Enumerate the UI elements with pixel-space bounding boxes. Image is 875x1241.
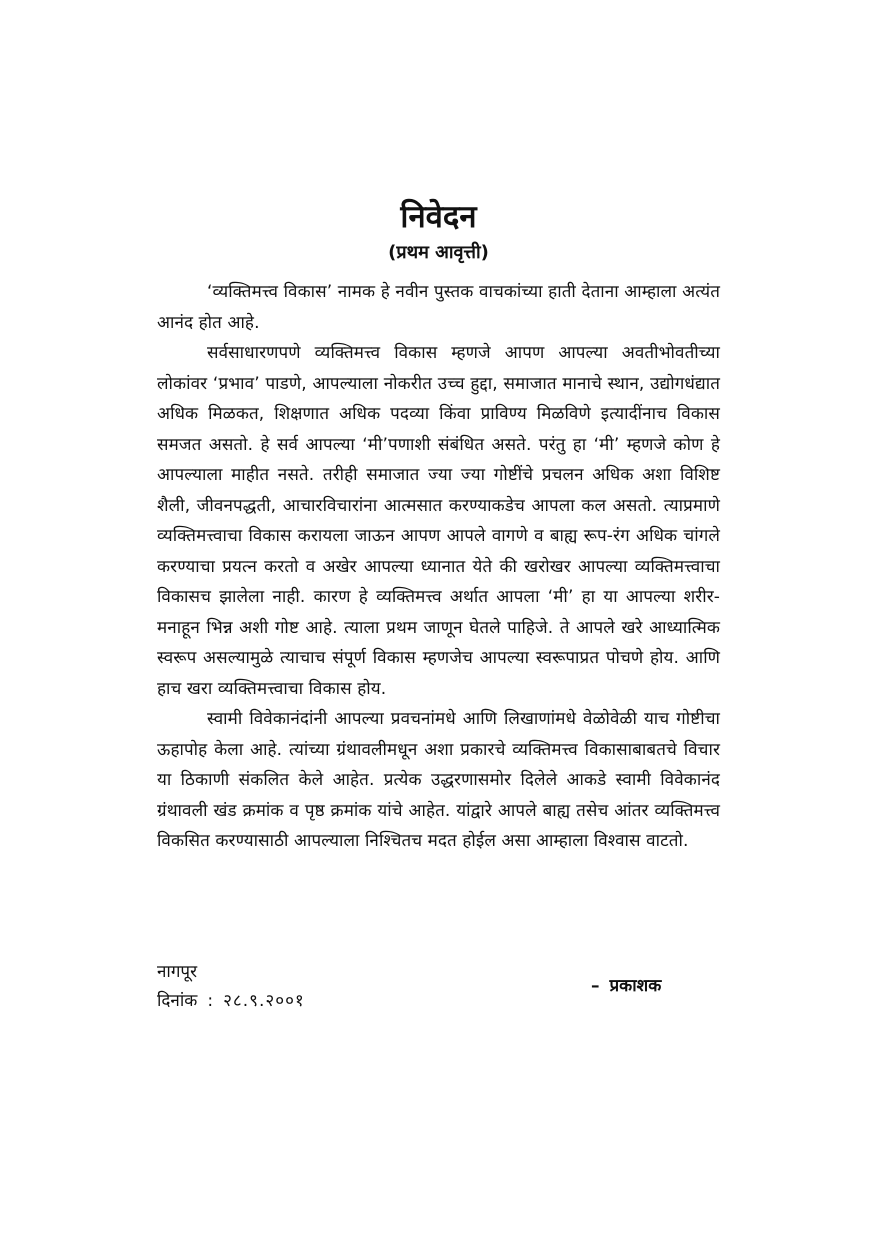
paragraph-body: सर्वसाधारणपणे व्यक्तिमत्त्व विकास म्हणजे आपण आपल्या अवतीभोवतीच्या लोकांवर ‘प्रभाव’ पाडणे, आपल्याला नोकरीत उच्च हुद्दा, समाजात मानाचे स्थान, उद्योगधंद्यात अधिक मिळकत, शिक्षणात अधिक पदव्या किंवा प्राविण्य मिळविणे इत्यादींनाच विकास समजत असतो. हे सर्व आपल्या ‘मी’पणाशी संबंधित असते. परंतु हा ‘मी’ म्हणजे कोण हे आपल्याला माहीत नसते. तरीही समाजात ज्या ज्या गोष्टींचे प्रचलन अधिक अशा विशिष्ट शैली, जीवनपद्धती, आचारविचारांना आत्मसात करण्याकडेच आपला कल असतो. त्याप्रमाणे व्यक्तिमत्त्वाचा विकास करायला जाऊन आपण आपले वागणे व बाह्य रूप-रंग अधिक चांगले करण्याचा प्रयत्न करतो व अखेर आपल्या ध्यानात येते की खरोखर आपल्या व्यक्तिमत्त्वाचा विकासच झालेला नाही. कारण हे व्यक्तिमत्त्व अर्थात आपला ‘मी’ हा या आपल्या शरीर-मनाहून भिन्न अशी गोष्ट आहे. त्याला प्रथम जाणून घेतले पाहिजे. ते आपले खरे आध्यात्मिक स्वरूप असल्यामुळे त्याचाच संपूर्ण विकास म्हणजेच आपल्या स्वरूपाप्रत पोचणे होय. आणि हाच खरा व्यक्तिमत्त्वाचा विकास होय.	[157, 343, 720, 699]
paragraph-intro: ‘व्यक्तिमत्त्व विकास’ नामक हे नवीन पुस्तक वाचकांच्या हाती देताना आम्हाला अत्यंत आनंद होत आहे.	[157, 282, 720, 333]
dash-mark: –	[591, 976, 600, 996]
publisher-label: प्रकाशक	[609, 976, 662, 996]
date-line	[157, 987, 305, 1015]
place-name: नागपूर	[157, 962, 198, 982]
date-separator: :	[207, 991, 214, 1011]
publisher-signature	[591, 972, 661, 1000]
signature-block	[157, 958, 720, 1018]
edition-subtitle: (प्रथम आवृत्ती)	[388, 242, 489, 263]
date-label: दिनांक	[157, 991, 198, 1011]
date-value: २८.९.२००१	[223, 991, 305, 1011]
paragraph-closing: स्वामी विवेकानंदांनी आपल्या प्रवचनांमधे आणि लिखाणांमधे वेळोवेळी याच गोष्टीचा ऊहापोह केला आहे. त्यांच्या ग्रंथावलीमधून अशा प्रकारचे व्यक्तिमत्त्व विकासाबाबतचे विचार या ठिकाणी संकलित केले आहेत. प्रत्येक उद्धरणासमोर दिलेले आकडे स्वामी विवेकानंद ग्रंथावली खंड क्रमांक व पृष्ठ क्रमांक यांचे आहेत. यांद्वारे आपले बाह्य तसेच आंतर व्यक्तिमत्त्व विकसित करण्यासाठी आपल्याला निश्चितच मदत होईल असा आम्हाला विश्वास वाटतो.	[157, 709, 720, 851]
page-title: निवेदन	[400, 199, 477, 235]
preface-page	[157, 195, 720, 857]
